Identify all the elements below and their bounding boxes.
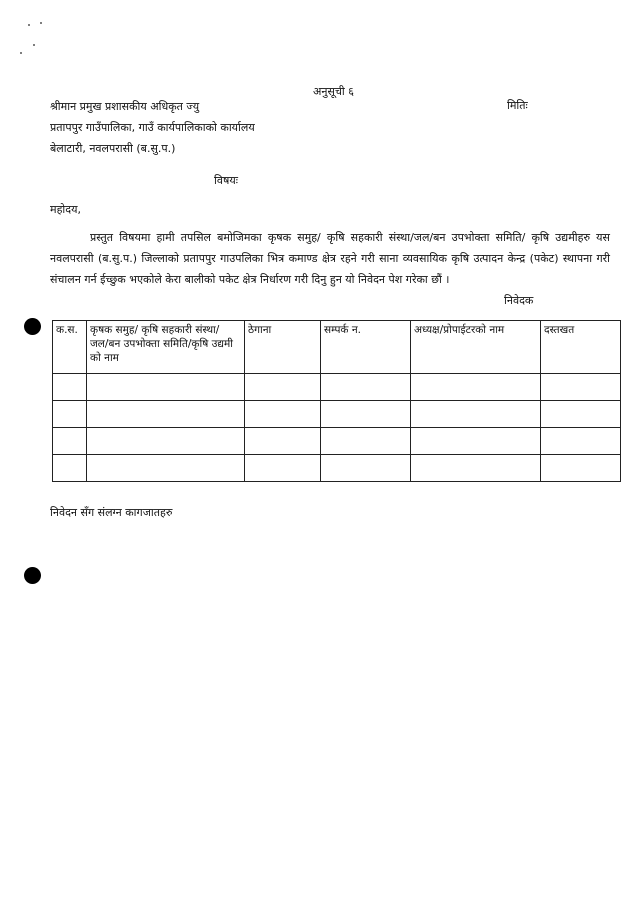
punch-hole-top (24, 318, 41, 335)
column-header-signature: दस्तखत (541, 321, 621, 374)
table-cell[interactable] (411, 455, 541, 482)
table-cell[interactable] (245, 374, 321, 401)
table-cell[interactable] (411, 401, 541, 428)
table-cell[interactable] (321, 374, 411, 401)
attachments-label: निवेदन सँग संलग्न कागजातहरु (50, 506, 173, 519)
table-cell[interactable] (541, 374, 621, 401)
table-cell[interactable] (541, 401, 621, 428)
column-header-contact: सम्पर्क न. (321, 321, 411, 374)
salutation: महोदय, (50, 203, 81, 216)
table-cell[interactable] (541, 455, 621, 482)
table-row (53, 374, 621, 401)
application-body: प्रस्तुत विषयमा हामी तपसिल बमोजिमका कृषक समुह/ कृषि सहकारी संस्था/जल/बन उपभोक्ता समिति/ कृषि उद्यमीहरु यस नवलपरासी (ब.सु.प.) जिल्लाको प्रतापपुर गाउपलिका भित्र कमाण्ड क्षेत्र रहने गरी साना व्यवसायिक कृषि उत्पादन केन्द्र (पकेट) स्थापना गरी संचालन गर्न ईच्छुक भएकोले केरा बालीको पकेट क्षेत्र निर्धारण गरी दिनु हुन यो निवेदन पेश गरेका छौं । (50, 231, 610, 286)
table-cell[interactable] (53, 455, 87, 482)
column-header-serial: क.स. (53, 321, 87, 374)
table-cell[interactable] (321, 428, 411, 455)
scan-speck (28, 24, 30, 26)
table-row (53, 401, 621, 428)
table-cell[interactable] (245, 401, 321, 428)
table-cell[interactable] (87, 401, 245, 428)
column-header-address: ठेगाना (245, 321, 321, 374)
addressee-line-3: बेलाटारी, नवलपरासी (ब.सु.प.) (50, 142, 176, 155)
scan-speck (33, 44, 35, 46)
table-cell[interactable] (541, 428, 621, 455)
table-cell[interactable] (87, 455, 245, 482)
table-cell[interactable] (245, 455, 321, 482)
table-cell[interactable] (53, 401, 87, 428)
table-cell[interactable] (411, 428, 541, 455)
table-header-row (53, 321, 621, 374)
addressee-line-1: श्रीमान प्रमुख प्रशासकीय अधिकृत ज्यु (50, 100, 200, 113)
table-row (53, 455, 621, 482)
addressee-line-2: प्रतापपुर गाउँपालिका, गाउँ कार्यपालिकाको कार्यालय (50, 121, 255, 134)
table-row (53, 428, 621, 455)
table-cell[interactable] (53, 428, 87, 455)
table-cell[interactable] (245, 428, 321, 455)
table-cell[interactable] (53, 374, 87, 401)
applicant-table (52, 320, 621, 482)
punch-hole-bottom (24, 567, 41, 584)
subject-label: विषयः (214, 174, 238, 187)
scan-speck (20, 52, 22, 54)
column-header-group-name: कृषक समुह/ कृषि सहकारी संस्था/ जल/बन उपभोक्ता समिति/कृषि उद्यमी को नाम (87, 321, 245, 374)
scan-speck (40, 22, 42, 24)
column-header-chairperson: अध्यक्ष/प्रोपाईटरको नाम (411, 321, 541, 374)
table-cell[interactable] (87, 374, 245, 401)
annex-title: अनुसूची ६ (313, 85, 354, 98)
date-label: मितिः (507, 99, 528, 112)
table-cell[interactable] (87, 428, 245, 455)
applicant-label: निवेदक (504, 294, 534, 307)
table-cell[interactable] (321, 401, 411, 428)
table-cell[interactable] (321, 455, 411, 482)
table-cell[interactable] (411, 374, 541, 401)
